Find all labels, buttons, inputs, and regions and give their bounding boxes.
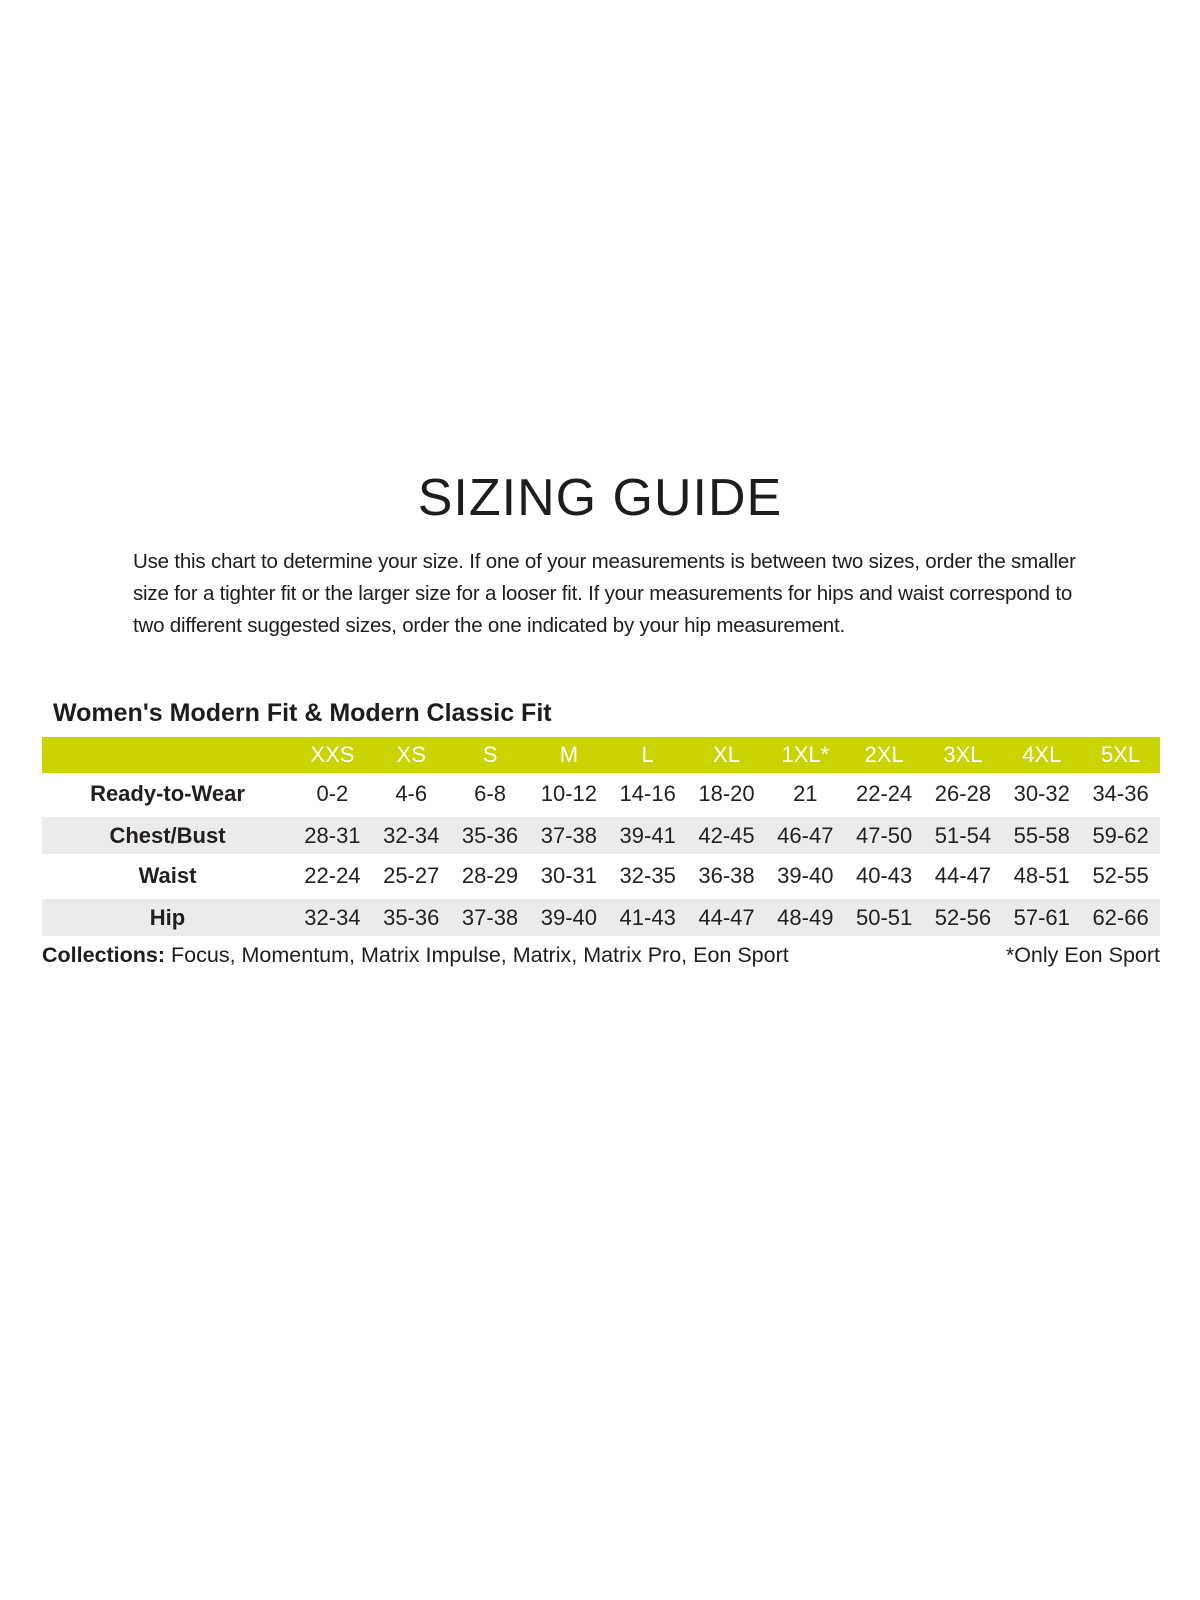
size-column-header: 5XL <box>1101 742 1141 767</box>
size-value-cell: 51-54 <box>934 822 992 848</box>
size-column-header: XS <box>396 742 426 767</box>
size-column-header: XXS <box>310 742 355 767</box>
size-value-cell: 42-45 <box>698 822 755 848</box>
size-value-cell: 44-47 <box>934 862 992 888</box>
size-value-cell: 44-47 <box>698 904 755 930</box>
size-column-header: 3XL <box>943 742 983 767</box>
table-footer <box>42 941 1160 969</box>
size-value-cell: 25-27 <box>383 862 440 888</box>
size-value-cell: 10-12 <box>540 780 597 806</box>
size-value-cell: 39-40 <box>540 904 597 930</box>
size-value-cell: 39-40 <box>777 862 834 888</box>
size-value-cell: 52-56 <box>934 904 992 930</box>
size-table <box>42 737 1160 937</box>
size-value-cell: 35-36 <box>383 904 440 930</box>
size-value-cell: 32-35 <box>619 862 676 888</box>
size-table-row <box>42 773 1160 814</box>
footnote: *Only Eon Sport <box>1005 943 1160 967</box>
size-column-header: 2XL <box>864 742 904 767</box>
size-value-cell: 21 <box>793 780 818 806</box>
size-column-header: S <box>482 742 498 767</box>
size-value-cell: 30-31 <box>540 862 597 888</box>
size-value-cell: 50-51 <box>855 904 913 930</box>
size-table-row <box>42 896 1160 937</box>
size-column-header: L <box>641 742 654 767</box>
intro-text: Use this chart to determine your size. If one of your measurements is between two sizes, order the smaller size for a tighter fit or the larger size for a looser fit. If your measurements for hips and waist correspond to two different suggested sizes, order the one indicated by your hip measurement. <box>133 550 1076 637</box>
size-column-header: 4XL <box>1022 742 1062 767</box>
size-value-cell: 4-6 <box>395 780 428 806</box>
size-value-cell: 41-43 <box>619 904 676 930</box>
size-value-cell: 48-51 <box>1013 862 1070 888</box>
size-value-cell: 48-49 <box>777 904 834 930</box>
size-value-cell: 59-62 <box>1092 822 1149 848</box>
size-value-cell: 37-38 <box>461 904 519 930</box>
collections-label: Collections: <box>42 943 166 967</box>
size-value-cell: 18-20 <box>698 780 755 806</box>
size-value-cell: 62-66 <box>1092 904 1149 930</box>
size-column-header: XL <box>713 742 740 767</box>
size-value-cell: 34-36 <box>1092 780 1149 806</box>
size-value-cell: 32-34 <box>383 822 440 848</box>
size-value-cell: 46-47 <box>777 822 834 848</box>
size-value-cell: 36-38 <box>698 862 755 888</box>
size-value-cell: 35-36 <box>461 822 519 848</box>
size-value-cell: 37-38 <box>540 822 597 848</box>
size-value-cell: 22-24 <box>304 862 361 888</box>
row-label: Chest/Bust <box>109 822 226 848</box>
size-table-header-row <box>42 737 1160 773</box>
collections-list: Focus, Momentum, Matrix Impulse, Matrix, Matrix Pro, Eon Sport <box>165 943 789 967</box>
row-label: Waist <box>138 862 197 888</box>
size-value-cell: 32-34 <box>304 904 361 930</box>
size-value-cell: 47-50 <box>855 822 913 848</box>
size-table-body <box>42 773 1160 937</box>
size-value-cell: 0-2 <box>316 780 349 806</box>
row-label: Hip <box>149 904 186 930</box>
size-value-cell: 26-28 <box>934 780 992 806</box>
collections-line <box>42 941 789 969</box>
size-table-row <box>42 855 1160 896</box>
size-value-cell: 30-32 <box>1013 780 1070 806</box>
size-value-cell: 52-55 <box>1092 862 1149 888</box>
page-title: SIZING GUIDE <box>417 469 783 527</box>
size-value-cell: 55-58 <box>1013 822 1070 848</box>
size-value-cell: 39-41 <box>619 822 676 848</box>
size-column-header: M <box>559 742 579 767</box>
size-column-header: 1XL* <box>781 742 830 767</box>
size-table-row <box>42 814 1160 855</box>
row-label: Ready-to-Wear <box>90 780 245 806</box>
size-value-cell: 28-31 <box>304 822 361 848</box>
table-title: Women's Modern Fit & Modern Classic Fit <box>53 699 552 727</box>
size-value-cell: 57-61 <box>1013 904 1070 930</box>
size-value-cell: 14-16 <box>619 780 676 806</box>
size-value-cell: 28-29 <box>461 862 519 888</box>
size-value-cell: 22-24 <box>855 780 913 806</box>
size-value-cell: 40-43 <box>855 862 913 888</box>
size-value-cell: 6-8 <box>474 780 506 806</box>
